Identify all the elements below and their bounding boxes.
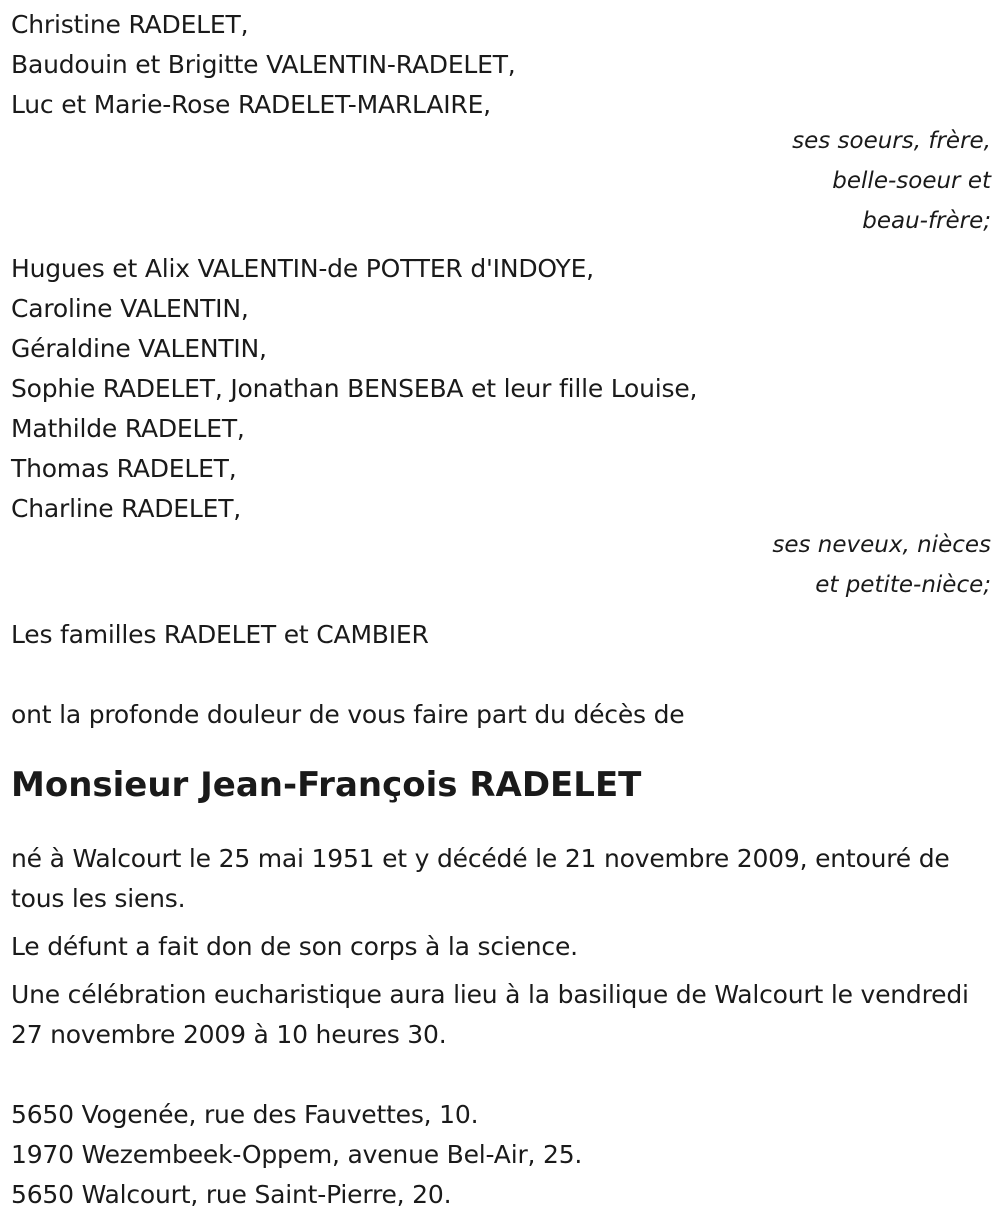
family-group-1 — [11, 5, 991, 241]
family-member: Christine RADELET, — [11, 10, 249, 39]
family-member: Sophie RADELET, Jonathan BENSEBA et leur fille Louise, — [11, 374, 698, 403]
deceased-name: Monsieur Jean-François RADELET — [11, 765, 642, 805]
donation-paragraph: Le défunt a fait don de son corps à la science. — [11, 932, 578, 961]
family-member: Thomas RADELET, — [11, 454, 237, 483]
family-member: Charline RADELET, — [11, 494, 242, 523]
families-line: Les familles RADELET et CAMBIER — [11, 620, 429, 649]
address-list — [11, 1095, 991, 1215]
family-member: Baudouin et Brigitte VALENTIN-RADELET, — [11, 50, 516, 79]
family-member: Caroline VALENTIN, — [11, 294, 249, 323]
relation-line: belle-soeur et — [832, 168, 991, 194]
birth-death-paragraph: né à Walcourt le 25 mai 1951 et y décédé le 21 novembre 2009, entouré de tous les siens. — [11, 844, 950, 913]
announcement-line: ont la profonde douleur de vous faire part du décès de — [11, 700, 685, 729]
relation-line: ses neveux, nièces — [772, 532, 991, 558]
family-group-2 — [11, 249, 991, 605]
relation-line: ses soeurs, frère, — [792, 128, 991, 154]
relation-line: et petite-nièce; — [815, 572, 991, 598]
ceremony-paragraph: Une célébration eucharistique aura lieu à la basilique de Walcourt le vendredi 27 novembre 2009 à 10 heures 30. — [11, 980, 969, 1049]
family-member: Hugues et Alix VALENTIN-de POTTER d'INDOYE, — [11, 254, 594, 283]
address-line: 5650 Walcourt, rue Saint-Pierre, 20. — [11, 1180, 452, 1209]
family-member: Luc et Marie-Rose RADELET-MARLAIRE, — [11, 90, 491, 119]
obituary-notice — [11, 0, 991, 1215]
address-line: 5650 Vogenée, rue des Fauvettes, 10. — [11, 1100, 479, 1129]
address-line: 1970 Wezembeek-Oppem, avenue Bel-Air, 25. — [11, 1140, 583, 1169]
family-member: Géraldine VALENTIN, — [11, 334, 267, 363]
relation-line: beau-frère; — [862, 208, 991, 234]
family-member: Mathilde RADELET, — [11, 414, 245, 443]
